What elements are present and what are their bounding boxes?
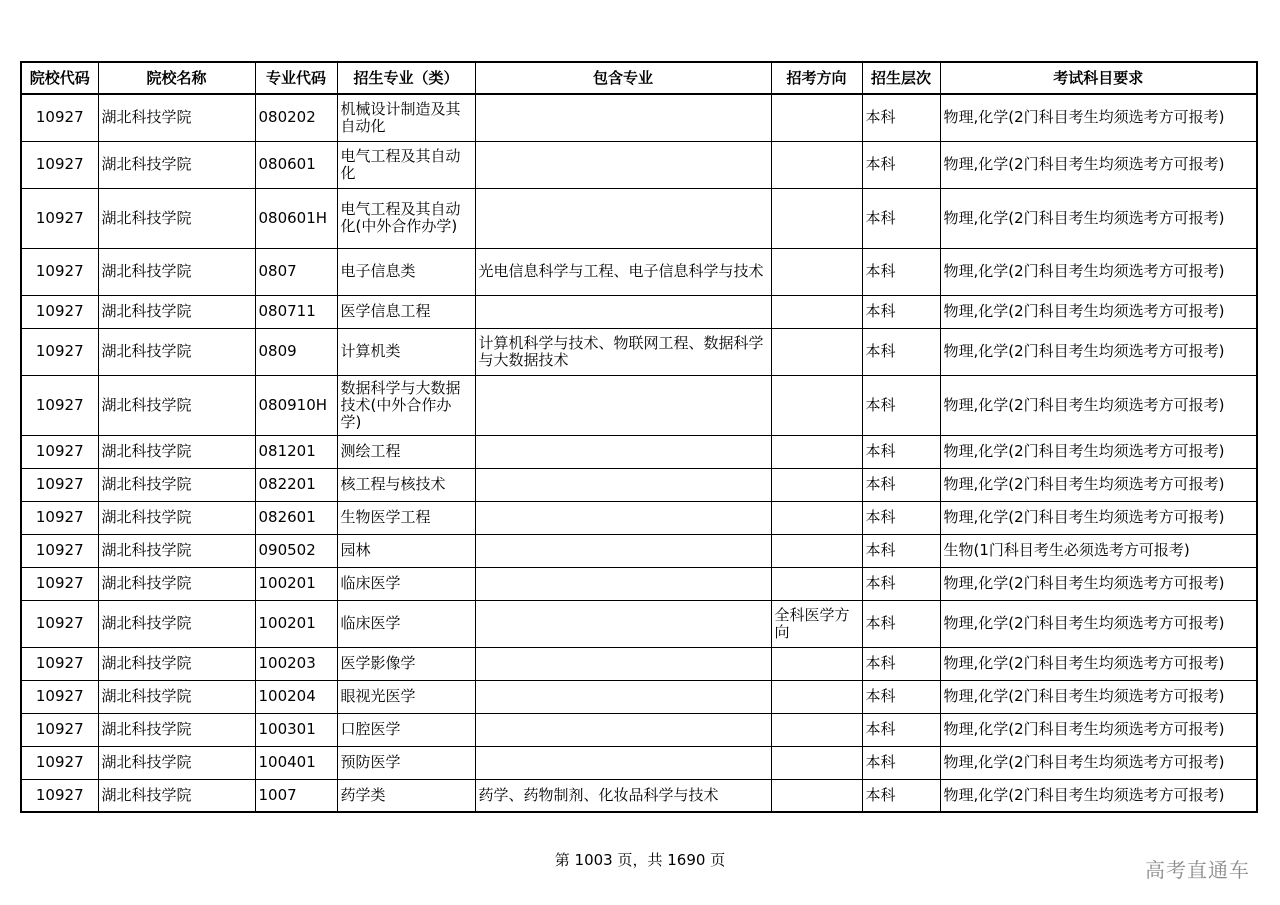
cell-included-majors xyxy=(475,468,771,501)
cell-level: 本科 xyxy=(862,746,940,779)
cell-school-code: 10927 xyxy=(21,600,98,647)
cell-school-name: 湖北科技学院 xyxy=(98,647,255,680)
table-row xyxy=(21,713,1257,746)
cell-subject-requirement: 物理,化学(2门科目考生均须选考方可报考) xyxy=(940,141,1257,188)
table-row xyxy=(21,600,1257,647)
table-row xyxy=(21,295,1257,328)
cell-major: 测绘工程 xyxy=(337,435,475,468)
cell-school-code: 10927 xyxy=(21,248,98,295)
cell-school-name: 湖北科技学院 xyxy=(98,501,255,534)
cell-included-majors xyxy=(475,534,771,567)
cell-school-name: 湖北科技学院 xyxy=(98,328,255,375)
cell-subject-requirement: 物理,化学(2门科目考生均须选考方可报考) xyxy=(940,188,1257,248)
cell-subject-requirement: 物理,化学(2门科目考生均须选考方可报考) xyxy=(940,647,1257,680)
cell-level: 本科 xyxy=(862,501,940,534)
cell-school-code: 10927 xyxy=(21,94,98,141)
table-row xyxy=(21,94,1257,141)
header-major: 招生专业（类） xyxy=(337,62,475,94)
cell-level: 本科 xyxy=(862,188,940,248)
cell-major: 电气工程及其自动化(中外合作办学) xyxy=(337,188,475,248)
cell-school-name: 湖北科技学院 xyxy=(98,141,255,188)
cell-level: 本科 xyxy=(862,295,940,328)
cell-included-majors: 光电信息科学与工程、电子信息科学与技术 xyxy=(475,248,771,295)
cell-school-name: 湖北科技学院 xyxy=(98,468,255,501)
header-major-code: 专业代码 xyxy=(255,62,337,94)
cell-school-name: 湖北科技学院 xyxy=(98,248,255,295)
table-row xyxy=(21,328,1257,375)
cell-direction xyxy=(771,94,862,141)
cell-major-code: 081201 xyxy=(255,435,337,468)
header-direction: 招考方向 xyxy=(771,62,862,94)
cell-school-code: 10927 xyxy=(21,468,98,501)
cell-major: 电子信息类 xyxy=(337,248,475,295)
cell-major-code: 1007 xyxy=(255,779,337,812)
cell-level: 本科 xyxy=(862,713,940,746)
cell-major: 电气工程及其自动化 xyxy=(337,141,475,188)
cell-school-name: 湖北科技学院 xyxy=(98,94,255,141)
cell-subject-requirement: 物理,化学(2门科目考生均须选考方可报考) xyxy=(940,295,1257,328)
cell-school-code: 10927 xyxy=(21,435,98,468)
cell-direction xyxy=(771,779,862,812)
cell-subject-requirement: 物理,化学(2门科目考生均须选考方可报考) xyxy=(940,600,1257,647)
header-included-majors: 包含专业 xyxy=(475,62,771,94)
cell-school-name: 湖北科技学院 xyxy=(98,435,255,468)
cell-level: 本科 xyxy=(862,468,940,501)
cell-school-code: 10927 xyxy=(21,295,98,328)
cell-level: 本科 xyxy=(862,680,940,713)
cell-subject-requirement: 物理,化学(2门科目考生均须选考方可报考) xyxy=(940,248,1257,295)
cell-subject-requirement: 物理,化学(2门科目考生均须选考方可报考) xyxy=(940,328,1257,375)
table-row xyxy=(21,141,1257,188)
cell-subject-requirement: 物理,化学(2门科目考生均须选考方可报考) xyxy=(940,501,1257,534)
cell-direction xyxy=(771,435,862,468)
cell-school-name: 湖北科技学院 xyxy=(98,375,255,435)
cell-major: 临床医学 xyxy=(337,600,475,647)
cell-school-name: 湖北科技学院 xyxy=(98,295,255,328)
cell-direction xyxy=(771,188,862,248)
cell-school-code: 10927 xyxy=(21,188,98,248)
cell-major: 医学信息工程 xyxy=(337,295,475,328)
cell-major-code: 100401 xyxy=(255,746,337,779)
cell-included-majors: 药学、药物制剂、化妆品科学与技术 xyxy=(475,779,771,812)
cell-subject-requirement: 物理,化学(2门科目考生均须选考方可报考) xyxy=(940,567,1257,600)
cell-level: 本科 xyxy=(862,248,940,295)
cell-direction xyxy=(771,746,862,779)
cell-level: 本科 xyxy=(862,94,940,141)
cell-included-majors xyxy=(475,713,771,746)
cell-direction xyxy=(771,501,862,534)
cell-level: 本科 xyxy=(862,328,940,375)
cell-direction xyxy=(771,295,862,328)
cell-major: 口腔医学 xyxy=(337,713,475,746)
cell-major-code: 080601 xyxy=(255,141,337,188)
cell-included-majors xyxy=(475,680,771,713)
table-row xyxy=(21,779,1257,812)
cell-major-code: 080910H xyxy=(255,375,337,435)
cell-included-majors xyxy=(475,501,771,534)
cell-major-code: 080601H xyxy=(255,188,337,248)
cell-included-majors xyxy=(475,567,771,600)
cell-school-code: 10927 xyxy=(21,328,98,375)
cell-school-code: 10927 xyxy=(21,567,98,600)
cell-direction xyxy=(771,567,862,600)
cell-included-majors xyxy=(475,141,771,188)
cell-included-majors xyxy=(475,746,771,779)
cell-school-code: 10927 xyxy=(21,534,98,567)
cell-school-name: 湖北科技学院 xyxy=(98,567,255,600)
cell-major-code: 100204 xyxy=(255,680,337,713)
cell-subject-requirement: 物理,化学(2门科目考生均须选考方可报考) xyxy=(940,746,1257,779)
table-row xyxy=(21,567,1257,600)
cell-major-code: 0807 xyxy=(255,248,337,295)
cell-major: 药学类 xyxy=(337,779,475,812)
cell-school-code: 10927 xyxy=(21,779,98,812)
cell-school-name: 湖北科技学院 xyxy=(98,188,255,248)
cell-major: 生物医学工程 xyxy=(337,501,475,534)
brand-watermark: 高考直通车 xyxy=(1145,858,1250,882)
cell-direction xyxy=(771,248,862,295)
table-row xyxy=(21,534,1257,567)
cell-included-majors xyxy=(475,188,771,248)
table-row xyxy=(21,468,1257,501)
cell-included-majors xyxy=(475,600,771,647)
cell-included-majors xyxy=(475,647,771,680)
cell-level: 本科 xyxy=(862,779,940,812)
cell-subject-requirement: 物理,化学(2门科目考生均须选考方可报考) xyxy=(940,779,1257,812)
header-level: 招生层次 xyxy=(862,62,940,94)
cell-direction xyxy=(771,141,862,188)
cell-subject-requirement: 物理,化学(2门科目考生均须选考方可报考) xyxy=(940,94,1257,141)
cell-direction xyxy=(771,468,862,501)
table-row xyxy=(21,188,1257,248)
cell-school-code: 10927 xyxy=(21,713,98,746)
cell-school-name: 湖北科技学院 xyxy=(98,746,255,779)
cell-included-majors: 计算机科学与技术、物联网工程、数据科学与大数据技术 xyxy=(475,328,771,375)
cell-subject-requirement: 生物(1门科目考生必须选考方可报考) xyxy=(940,534,1257,567)
page-number: 第 1003 页，共 1690 页 xyxy=(554,851,726,869)
table-row xyxy=(21,375,1257,435)
cell-major: 园林 xyxy=(337,534,475,567)
cell-subject-requirement: 物理,化学(2门科目考生均须选考方可报考) xyxy=(940,680,1257,713)
cell-school-code: 10927 xyxy=(21,375,98,435)
cell-level: 本科 xyxy=(862,375,940,435)
table-row xyxy=(21,746,1257,779)
cell-major-code: 080202 xyxy=(255,94,337,141)
cell-major: 核工程与核技术 xyxy=(337,468,475,501)
cell-school-code: 10927 xyxy=(21,680,98,713)
cell-level: 本科 xyxy=(862,647,940,680)
cell-included-majors xyxy=(475,375,771,435)
table-row xyxy=(21,647,1257,680)
table-row xyxy=(21,680,1257,713)
cell-level: 本科 xyxy=(862,567,940,600)
cell-subject-requirement: 物理,化学(2门科目考生均须选考方可报考) xyxy=(940,468,1257,501)
cell-major-code: 100203 xyxy=(255,647,337,680)
cell-major-code: 090502 xyxy=(255,534,337,567)
cell-school-name: 湖北科技学院 xyxy=(98,680,255,713)
admissions-table xyxy=(20,61,1258,813)
cell-major: 预防医学 xyxy=(337,746,475,779)
cell-major: 眼视光医学 xyxy=(337,680,475,713)
cell-level: 本科 xyxy=(862,534,940,567)
cell-major-code: 100301 xyxy=(255,713,337,746)
cell-school-code: 10927 xyxy=(21,746,98,779)
cell-major-code: 100201 xyxy=(255,600,337,647)
cell-direction xyxy=(771,534,862,567)
cell-included-majors xyxy=(475,435,771,468)
cell-school-code: 10927 xyxy=(21,501,98,534)
cell-direction xyxy=(771,647,862,680)
cell-school-name: 湖北科技学院 xyxy=(98,779,255,812)
table-header-row xyxy=(21,62,1257,94)
cell-school-code: 10927 xyxy=(21,647,98,680)
cell-subject-requirement: 物理,化学(2门科目考生均须选考方可报考) xyxy=(940,375,1257,435)
table-body xyxy=(21,94,1257,812)
cell-major: 临床医学 xyxy=(337,567,475,600)
cell-subject-requirement: 物理,化学(2门科目考生均须选考方可报考) xyxy=(940,713,1257,746)
table-row xyxy=(21,435,1257,468)
cell-direction xyxy=(771,680,862,713)
cell-major: 计算机类 xyxy=(337,328,475,375)
cell-major-code: 080711 xyxy=(255,295,337,328)
table-row xyxy=(21,501,1257,534)
cell-level: 本科 xyxy=(862,141,940,188)
cell-major-code: 082201 xyxy=(255,468,337,501)
cell-major: 机械设计制造及其自动化 xyxy=(337,94,475,141)
cell-major-code: 082601 xyxy=(255,501,337,534)
cell-subject-requirement: 物理,化学(2门科目考生均须选考方可报考) xyxy=(940,435,1257,468)
cell-direction xyxy=(771,328,862,375)
header-school-code: 院校代码 xyxy=(21,62,98,94)
cell-school-name: 湖北科技学院 xyxy=(98,600,255,647)
cell-direction: 全科医学方向 xyxy=(771,600,862,647)
cell-direction xyxy=(771,713,862,746)
cell-level: 本科 xyxy=(862,600,940,647)
cell-level: 本科 xyxy=(862,435,940,468)
header-school-name: 院校名称 xyxy=(98,62,255,94)
cell-major-code: 0809 xyxy=(255,328,337,375)
table-row xyxy=(21,248,1257,295)
cell-major: 医学影像学 xyxy=(337,647,475,680)
cell-school-name: 湖北科技学院 xyxy=(98,534,255,567)
cell-major-code: 100201 xyxy=(255,567,337,600)
cell-included-majors xyxy=(475,94,771,141)
header-subject-requirement: 考试科目要求 xyxy=(940,62,1257,94)
cell-included-majors xyxy=(475,295,771,328)
cell-school-code: 10927 xyxy=(21,141,98,188)
cell-school-name: 湖北科技学院 xyxy=(98,713,255,746)
cell-major: 数据科学与大数据技术(中外合作办学) xyxy=(337,375,475,435)
cell-direction xyxy=(771,375,862,435)
